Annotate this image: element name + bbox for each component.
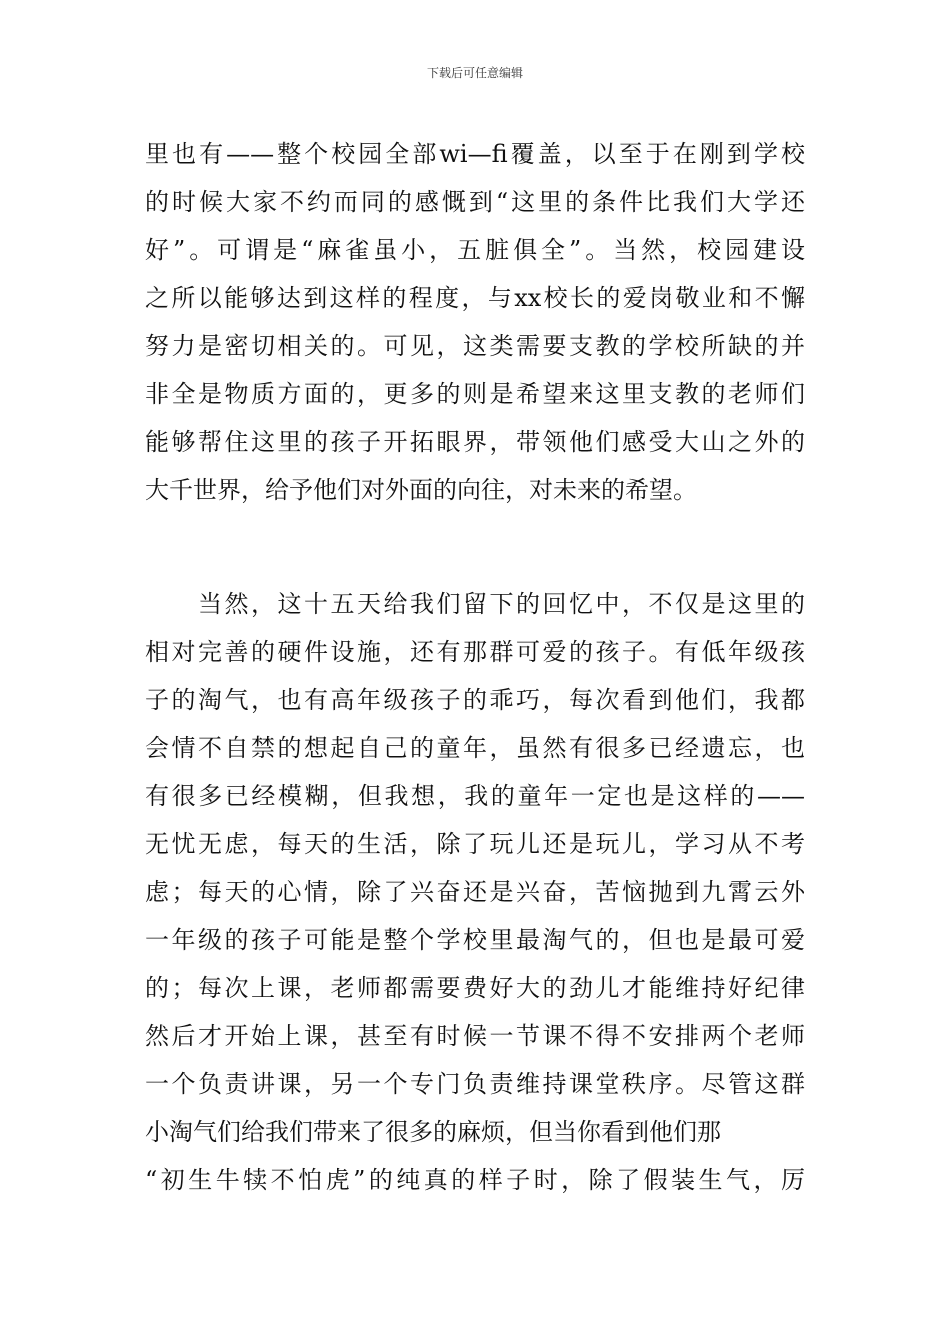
text-line: 好”。可谓是“麻雀虽小，五脏俱全”。当然，校园建设: [145, 236, 805, 264]
text-line: 有很多已经模糊，但我想，我的童年一定也是这样的——: [145, 782, 805, 810]
text-line: 一年级的孩子可能是整个学校里最淘气的，但也是最可爱: [145, 926, 805, 954]
text-line: 非全是物质方面的，更多的则是希望来这里支教的老师们: [145, 380, 805, 408]
text-line: 之所以能够达到这样的程度，与xx校长的爱岗敬业和不懈: [145, 284, 805, 312]
paragraph-1: [145, 130, 805, 514]
text-line: 虑；每天的心情，除了兴奋还是兴奋，苦恼抛到九霄云外: [145, 878, 805, 906]
text-line: 然后才开始上课，甚至有时候一节课不得不安排两个老师: [145, 1022, 805, 1050]
text-line: 努力是密切相关的。可见，这类需要支教的学校所缺的并: [145, 332, 805, 360]
paragraph-2: [145, 580, 805, 1204]
text-line: 一个负责讲课，另一个专门负责维持课堂秩序。尽管这群: [145, 1070, 805, 1098]
text-line: 会情不自禁的想起自己的童年，虽然有很多已经遗忘，也: [145, 734, 805, 762]
text-line: 子的淘气，也有高年级孩子的乖巧，每次看到他们，我都: [145, 686, 805, 714]
text-line: 里也有——整个校园全部wi—fi覆盖，以至于在刚到学校: [145, 140, 805, 168]
text-line: 当然，这十五天给我们留下的回忆中，不仅是这里的: [145, 590, 805, 618]
text-line: 能够帮住这里的孩子开拓眼界，带领他们感受大山之外的: [145, 428, 805, 456]
text-line: 大千世界，给予他们对外面的向往，对未来的希望。: [145, 476, 697, 504]
text-line: 无忧无虑，每天的生活，除了玩儿还是玩儿，学习从不考: [145, 830, 805, 858]
text-line: 的时候大家不约而同的感慨到“这里的条件比我们大学还: [145, 188, 805, 216]
page-header: 下载后可任意编辑: [426, 66, 523, 80]
text-line: “初生牛犊不怕虎”的纯真的样子时，除了假装生气，厉: [145, 1166, 805, 1194]
text-line: 的；每次上课，老师都需要费好大的劲儿才能维持好纪律: [145, 974, 805, 1002]
text-line: 小淘气们给我们带来了很多的麻烦，但当你看到他们那: [145, 1118, 721, 1146]
text-line: 相对完善的硬件设施，还有那群可爱的孩子。有低年级孩: [145, 638, 805, 666]
